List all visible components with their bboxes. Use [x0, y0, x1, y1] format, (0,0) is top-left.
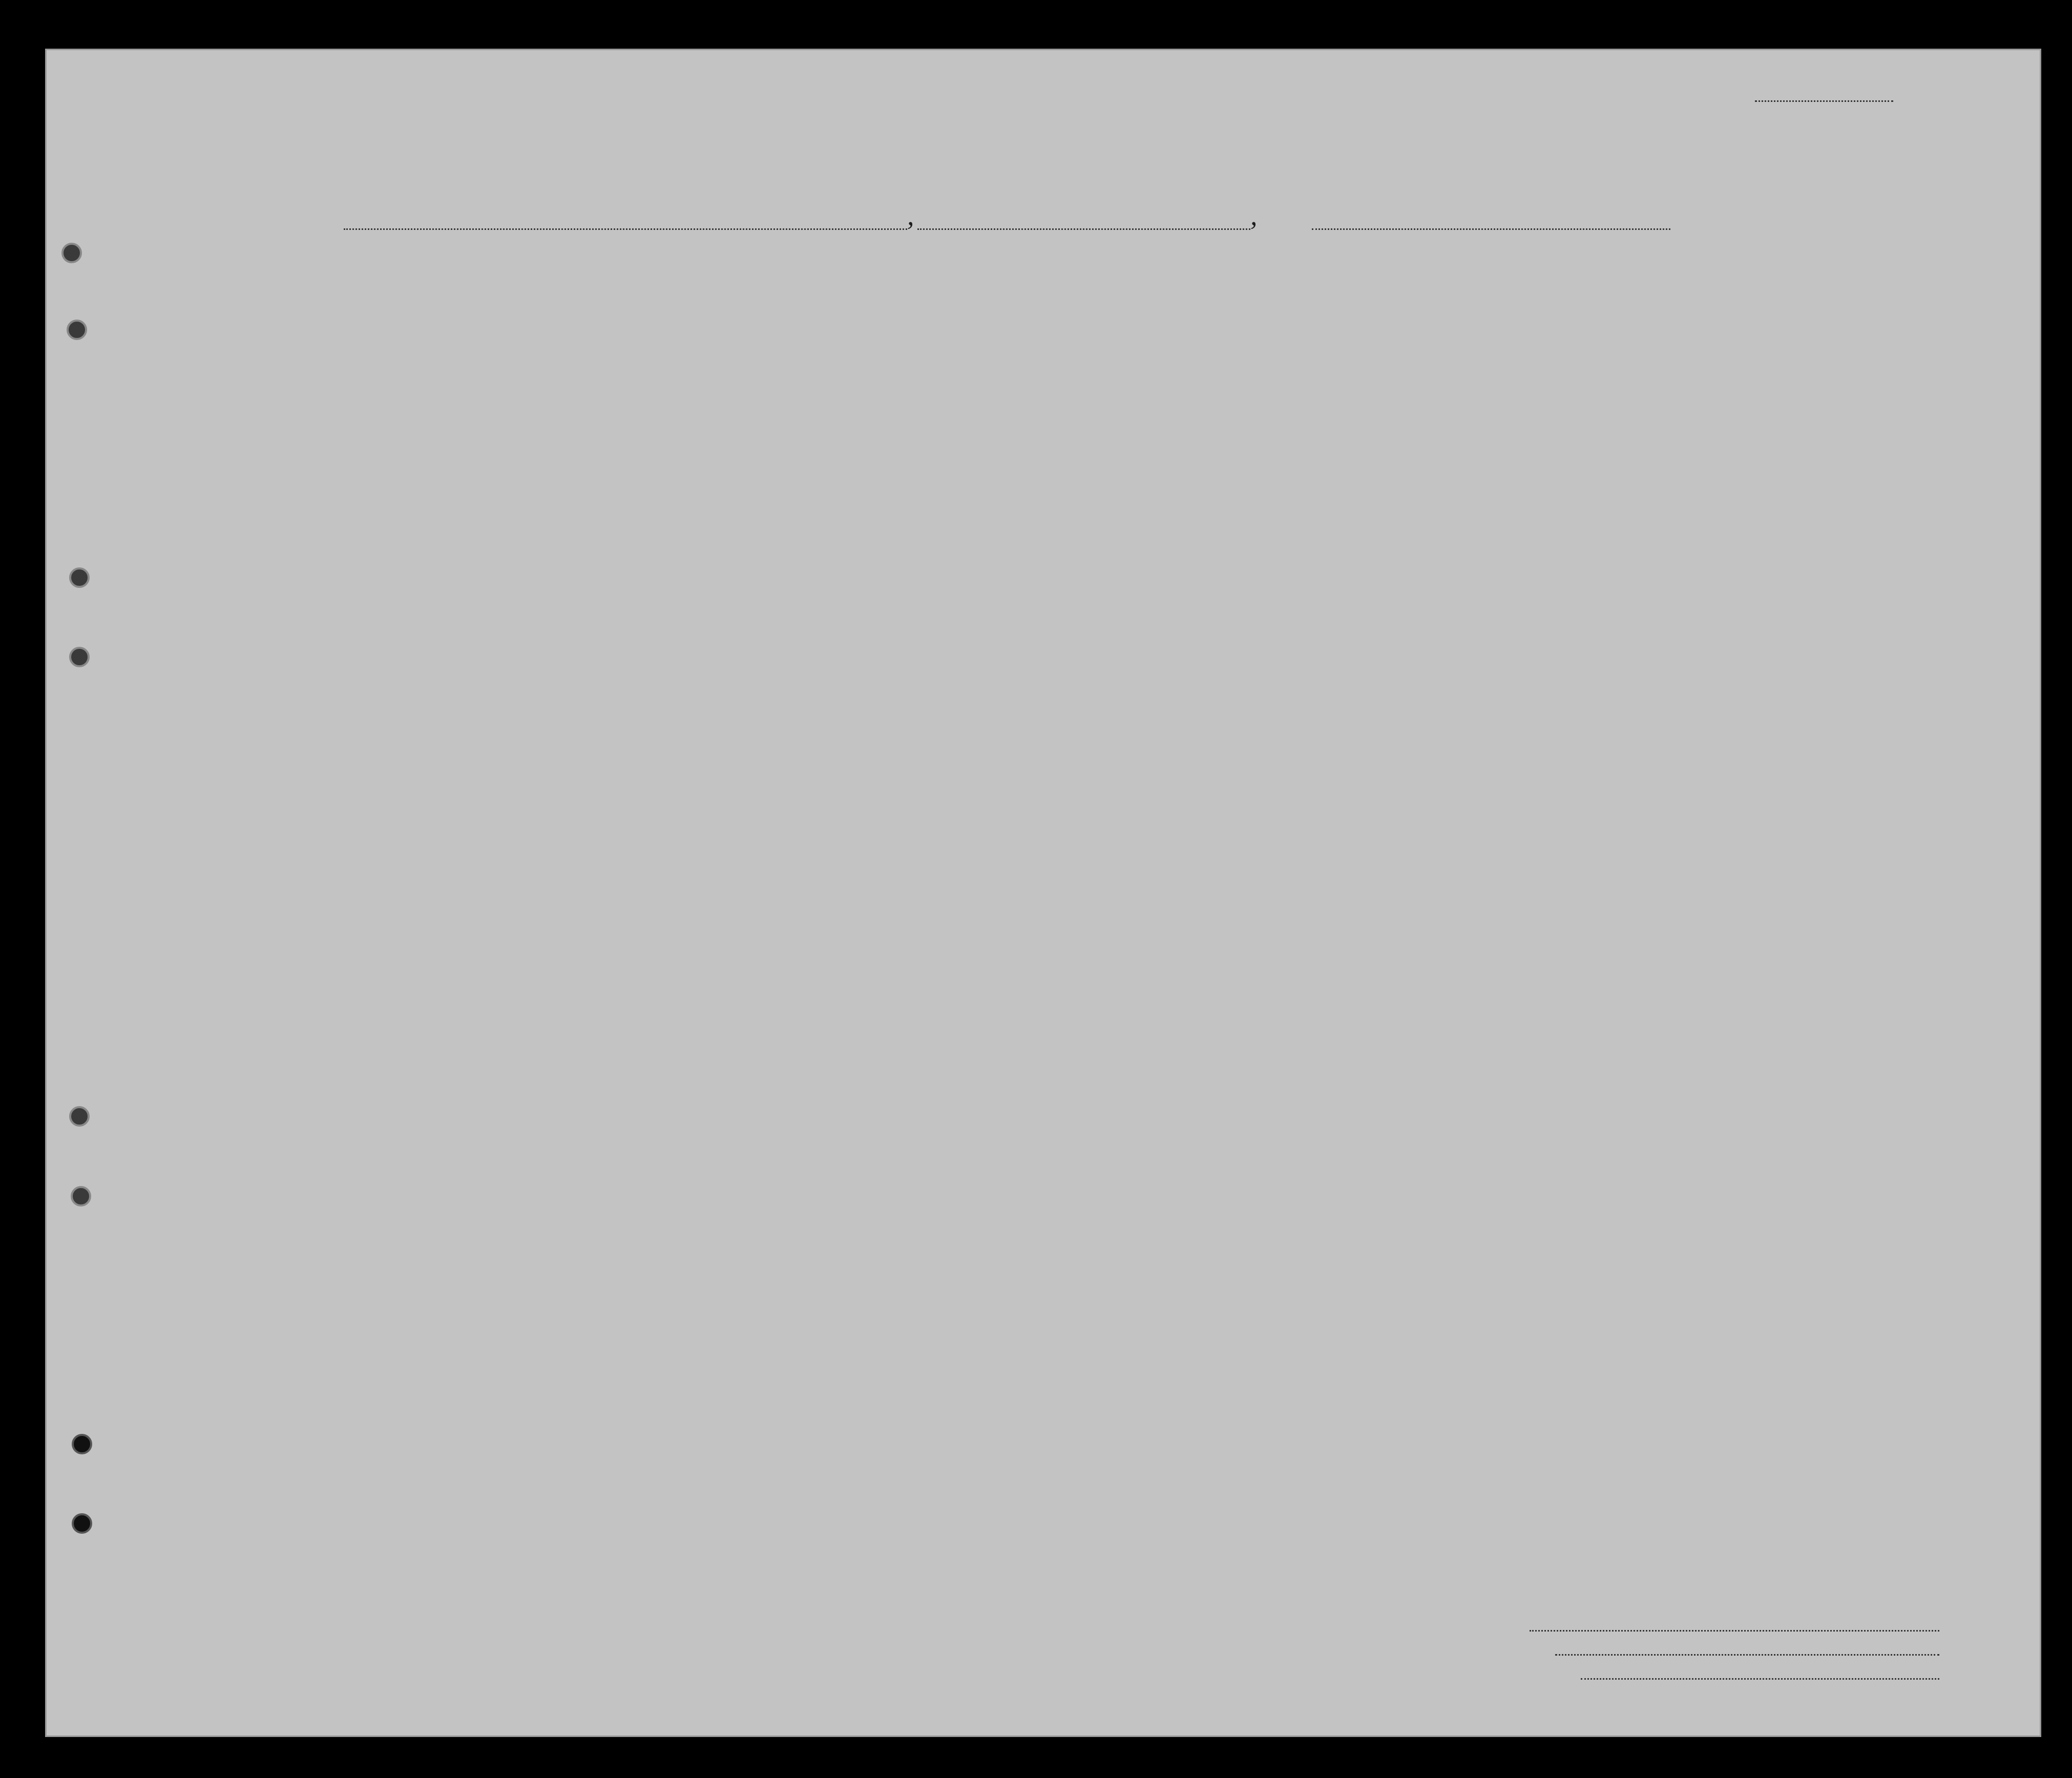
header-ticket: [581, 291, 612, 444]
header-q29: [1453, 306, 1494, 450]
binder-hole: [72, 1513, 92, 1534]
header-inches: [1692, 378, 1712, 434]
header-anarchist: [1362, 306, 1383, 450]
header-money: [710, 291, 739, 444]
header-q28: [1386, 306, 1450, 450]
comma-1: ,: [907, 200, 914, 231]
header-feet: [1670, 378, 1691, 434]
line-underline: [1530, 1630, 1939, 1632]
header-purpose-b: [1220, 316, 1255, 450]
owners-underline: [1555, 1654, 1939, 1656]
header-purpose-a: [1181, 316, 1217, 450]
binder-hole: [69, 567, 90, 588]
binder-hole: [72, 1434, 92, 1454]
header-polygamist: [1337, 306, 1359, 450]
binder-hole: [67, 320, 87, 340]
header-q30: [1495, 306, 1518, 450]
binder-hole: [69, 1106, 90, 1127]
table-grid: [47, 50, 2043, 1739]
header-prison: [1296, 306, 1333, 450]
manifest-sheet: [45, 49, 2041, 1737]
header-purpose-c: [1258, 316, 1294, 450]
agents-underline: [1581, 1678, 1939, 1680]
binder-hole: [61, 243, 82, 263]
header-q31: [1520, 306, 1543, 450]
binder-hole: [71, 1186, 91, 1206]
binder-hole: [69, 647, 90, 667]
comma-2: ,: [1250, 200, 1258, 231]
